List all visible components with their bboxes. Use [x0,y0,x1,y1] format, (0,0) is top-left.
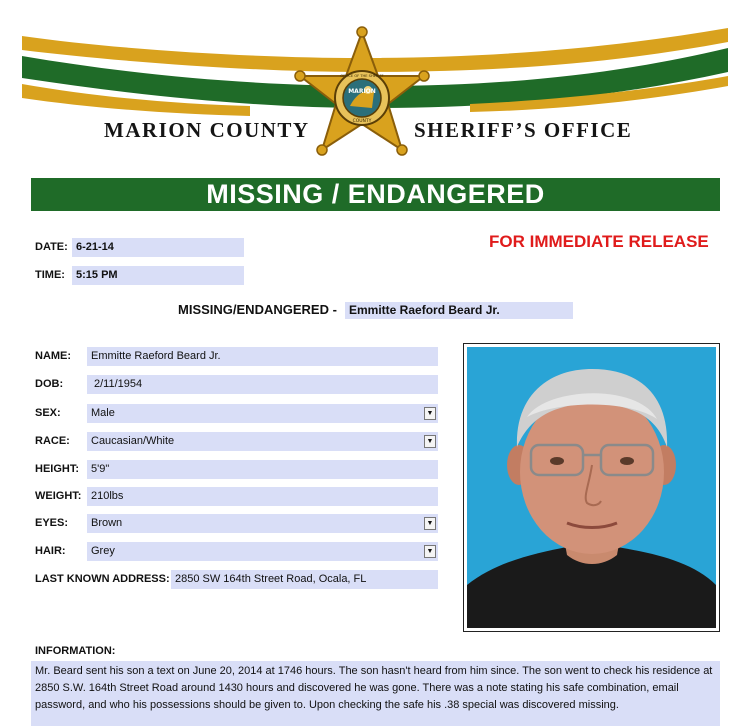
race-label: RACE: [35,435,70,447]
sex-label: SEX: [35,407,61,419]
header-graphic [0,0,751,175]
triangle-down-icon[interactable]: ▼ [424,545,436,558]
hair-value: Grey [91,545,115,557]
subject-photo [467,347,716,628]
height-label: HEIGHT: [35,463,79,475]
page-title: MISSING / ENDANGERED [31,178,720,211]
agency-name-right: SHERIFF’S OFFICE [414,118,633,142]
agency-name-left: MARION COUNTY [104,118,310,142]
eyes-label: EYES: [35,517,69,529]
name-field[interactable]: Emmitte Raeford Beard Jr. [87,347,438,366]
time-field[interactable]: 5:15 PM [72,266,244,285]
date-field[interactable]: 6-21-14 [72,238,244,257]
information-label: INFORMATION: [35,645,116,657]
subject-label: MISSING/ENDANGERED - [178,302,337,317]
race-value: Caucasian/White [91,435,175,447]
photo-frame [463,343,720,632]
hair-select[interactable] [87,542,438,561]
weight-label: WEIGHT: [35,490,82,502]
triangle-down-icon[interactable]: ▼ [424,517,436,530]
address-label: LAST KNOWN ADDRESS: [35,573,170,585]
triangle-down-icon[interactable]: ▼ [424,407,436,420]
sex-value: Male [91,407,115,419]
dob-field[interactable]: 2/11/1954 [87,375,438,394]
release-notice: FOR IMMEDIATE RELEASE [489,232,709,251]
address-field[interactable]: 2850 SW 164th Street Road, Ocala, FL [171,570,438,589]
sex-select[interactable] [87,404,438,423]
height-field[interactable]: 5'9" [87,460,438,479]
name-label: NAME: [35,350,72,362]
dob-label: DOB: [35,378,64,390]
date-label: DATE: [35,241,68,253]
subject-name-field[interactable]: Emmitte Raeford Beard Jr. [345,302,573,319]
eyes-select[interactable] [87,514,438,533]
triangle-down-icon[interactable]: ▼ [424,435,436,448]
weight-field[interactable]: 210lbs [87,487,438,506]
hair-label: HAIR: [35,545,66,557]
information-text[interactable]: Mr. Beard sent his son a text on June 20, 2014 at 1746 hours. The son hasn't heard from him since. The son went to check his residence at 2850 S.W. 164th Street Road around 1430 hours and discovered he was gone. There was a note stating his safe combination, email password, and who his possessions should be given to. Upon checking the safe his .38 special was discovered missing. [31,661,720,726]
eyes-value: Brown [91,517,123,529]
badge-bottom-text: COUNTY [352,119,372,124]
badge-center-text: MARION [348,88,376,95]
time-label: TIME: [35,269,65,281]
race-select[interactable] [87,432,438,451]
badge-top-text: OFFICE OF THE SHERIFF [340,74,384,78]
